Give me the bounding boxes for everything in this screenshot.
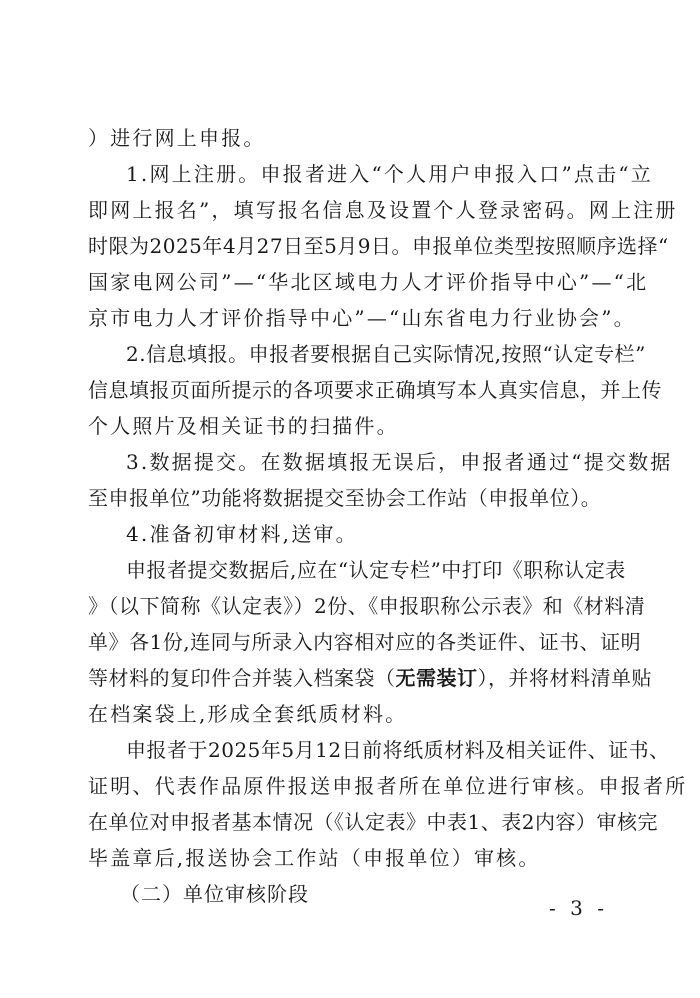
text-line: 在档案袋上,形成全套纸质材料。 [88, 702, 408, 726]
text-line: 即网上报名”，填写报名信息及设置个人登录密码。网上注册 [88, 198, 678, 222]
page-number: - 3 - [549, 896, 608, 920]
paragraph-prepare-materials: 4.准备初审材料,送审。 [126, 522, 358, 546]
text-line: 申报者提交数据后,应在“认定专栏”中打印《职称认定表 [126, 558, 626, 582]
text-line: 单》各1份,连同与所录入内容相对应的各类证件、证书、证明 [88, 630, 642, 654]
text-line [88, 660, 652, 696]
paragraph-submit-paper: 申报者于2025年5月12日前将纸质材料及相关证件、证书、 [126, 738, 670, 762]
text-line: 证明、代表作品原件报送申报者所在单位进行审核。申报者所 [88, 774, 688, 798]
text-line: 个人照片及相关证书的扫描件。 [88, 414, 399, 438]
text-line: 》（以下简称《认定表》）2份、《申报职称公示表》和《材料清 [88, 594, 646, 618]
text-line: 信息填报页面所提示的各项要求正确填写本人真实信息，并上传 [88, 378, 662, 402]
section-heading: （二）单位审核阶段 [120, 882, 309, 906]
text-line: 国家电网公司”—“华北区域电力人才评价指导中心”—“北 [88, 270, 649, 294]
paragraph-info-filling: 2.信息填报。申报者要根据自己实际情况,按照“认定专栏” [126, 342, 646, 366]
text-segment: ），并将材料清单贴 [477, 666, 652, 690]
emphasis-no-binding: 无需装订 [395, 666, 478, 690]
text-segment: 等材料的复印件合并装入档案袋（ [88, 666, 396, 690]
paragraph-online-registration: 1.网上注册。申报者进入“个人用户申报入口”点击“立 [126, 162, 653, 186]
text-line: 至申报单位”功能将数据提交至协会工作站（申报单位）。 [88, 486, 602, 510]
text-line: 时限为2025年4月27日至5月9日。申报单位类型按照顺序选择“ [88, 234, 669, 258]
text-line: 毕盖章后,报送协会工作站（申报单位）审核。 [88, 846, 541, 870]
paragraph-data-submit: 3.数据提交。在数据填报无误后，申报者通过“提交数据 [126, 450, 673, 474]
text-line: 在单位对申报者基本情况（《认定表》中表1、表2内容）审核完 [88, 810, 658, 834]
text-line: ）进行网上申报。 [88, 126, 266, 150]
text-line: 京市电力人才评价指导中心”—“山东省电力行业协会”。 [88, 306, 636, 330]
